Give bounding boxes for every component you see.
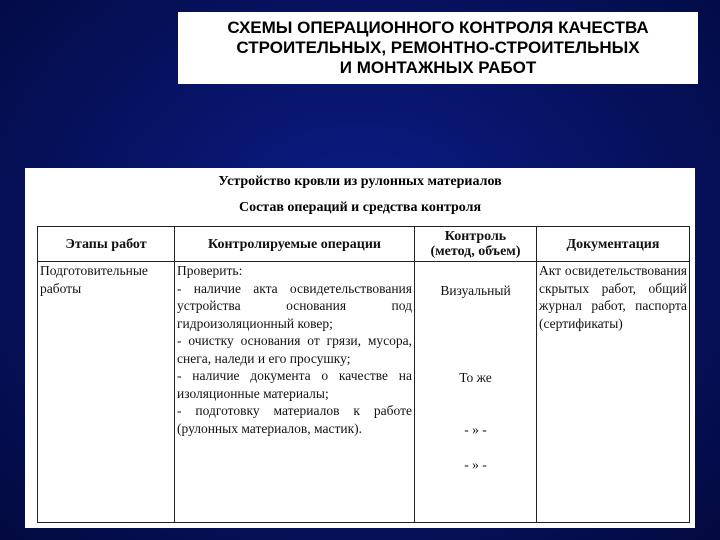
- table-header-row: [38, 227, 690, 262]
- control-method: - » -: [464, 457, 487, 472]
- column-header-stages: Этапы работ: [38, 227, 175, 262]
- slide-title-line-2: СТРОИТЕЛЬНЫХ, РЕМОНТНО-СТРОИТЕЛЬНЫХ: [236, 38, 640, 57]
- document-subheading: Состав операций и средства контроля: [238, 200, 482, 215]
- operations-cell: [175, 262, 415, 523]
- column-header-documentation: Документация: [537, 227, 690, 262]
- operation-item: - очистку основания от грязи, мусора, снега, наледи и его просушку;: [177, 333, 412, 366]
- control-method: Визуальный: [440, 283, 511, 298]
- control-method: - » -: [464, 422, 487, 437]
- operation-item: - наличие акта освидетельствования устройства основания под гидроизоляционный ковер;: [177, 280, 412, 331]
- table-row: [38, 262, 690, 523]
- slide-title-box: [178, 12, 698, 84]
- slide-title-line-1: СХЕМЫ ОПЕРАЦИОННОГО КОНТРОЛЯ КАЧЕСТВА: [227, 18, 649, 37]
- control-method: То же: [459, 370, 492, 385]
- operation-item: - подготовку материалов к работе (рулонных материалов, мастик).: [177, 403, 412, 436]
- control-cell: [415, 262, 537, 523]
- column-header-control: [415, 227, 537, 262]
- document-heading: Устройство кровли из рулонных материалов: [218, 174, 502, 189]
- stage-cell: Подготовительные работы: [38, 262, 175, 523]
- column-header-operations: Контролируемые операции: [175, 227, 415, 262]
- check-label: Проверить:: [177, 263, 243, 278]
- documentation-cell: Акт освидетельствования скрытых работ, общий журнал работ, паспорта (сертификаты): [537, 262, 690, 523]
- document-page: [25, 168, 695, 528]
- operation-item: - наличие документа о качестве на изоляционные материалы;: [177, 368, 412, 401]
- slide-title-line-3: И МОНТАЖНЫХ РАБОТ: [339, 58, 537, 77]
- column-header-control-text: Контроль (метод, объем): [430, 229, 521, 259]
- control-table: [37, 226, 690, 523]
